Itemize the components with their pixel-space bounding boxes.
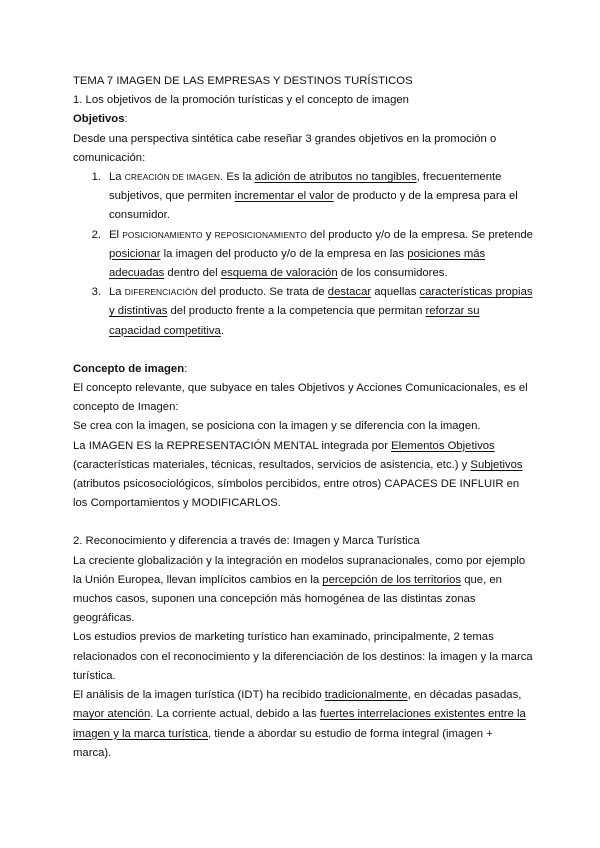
- section-2-paragraph-3: [73, 686, 533, 763]
- document-body: [73, 72, 533, 763]
- concepto-paragraph-3: [73, 437, 533, 514]
- underlined-phrase: esquema de valoración: [220, 267, 338, 280]
- text-run: .: [220, 324, 224, 337]
- text-run: (atributos psicosociológicos, símbolos percibidos, entre otros) CAPACES DE INFLUIR en los Comportamientos y MODIFICARLOS.: [73, 478, 520, 510]
- text-run: del producto y/o de la empresa. Se pretende: [306, 228, 533, 241]
- text-run: La IMAGEN ES la REPRESENTACIÓN MENTAL integrada por: [73, 439, 392, 452]
- objetivos-label: Objetivos: [73, 113, 125, 126]
- underlined-phrase: posicionar: [109, 247, 161, 260]
- underlined-phrase: tradicionalmente: [324, 689, 408, 702]
- underlined-phrase: mayor atención: [73, 708, 151, 721]
- list-item: [73, 168, 533, 226]
- underlined-phrase: Elementos Objetivos: [391, 439, 495, 452]
- objetivos-heading: [73, 110, 533, 129]
- text-run: , frecuentemente subjetivos, que permiten: [109, 171, 502, 203]
- text-run: del producto frente a la competencia que permitan: [167, 305, 426, 318]
- text-run: La creciente globalización y la integración en modelos supranacionales, como por ejemplo la Unión Europea, llevan implícitos cambios en la: [73, 554, 526, 586]
- concepto-paragraph-1: El concepto relevante, que subyace en tales Objetivos y Acciones Comunicacionales, es el concepto de Imagen:: [73, 382, 528, 414]
- small-caps-term: CREACIÓN DE IMAGEN: [124, 172, 221, 183]
- section-2-paragraph-1: [73, 552, 533, 629]
- list-item: [73, 283, 533, 341]
- text-run: (características materiales, técnicas, resultados, servicios de asistencia, etc.) y: [73, 458, 471, 471]
- underlined-phrase: fuertes interrelaciones existentes entre la imagen y la marca turística: [73, 708, 526, 740]
- list-item-number: 2.: [91, 228, 101, 241]
- concepto-paragraph-2: Se crea con la imagen, se posiciona con la imagen y se diferencia con la imagen.: [73, 420, 481, 433]
- list-item-number: 1.: [91, 171, 101, 184]
- section-2-paragraph-2: Los estudios previos de marketing turístico han examinado, principalmente, 2 temas relacionados con el reconocimiento y la diferenciación de los destinos: la imagen y la marca turística.: [73, 631, 533, 682]
- underlined-phrase: adición de atributos no tangibles: [254, 171, 417, 184]
- objetivos-list: [73, 168, 533, 341]
- underlined-phrase: destacar: [327, 286, 372, 299]
- underlined-phrase: características propias y distintivas: [109, 286, 533, 318]
- text-run: y: [202, 228, 215, 241]
- paragraph-spacer: [73, 341, 533, 360]
- concepto-label: Concepto de imagen: [73, 362, 185, 375]
- objetivos-intro: Desde una perspectiva sintética cabe reseñar 3 grandes objetivos en la promoción o comunicación:: [73, 132, 497, 164]
- section-2-heading: 2. Reconocimiento y diferencia a través de: Imagen y Marca Turística: [73, 535, 420, 548]
- concepto-heading: [73, 360, 533, 379]
- text-run: El: [109, 228, 123, 241]
- paragraph-spacer: [73, 513, 533, 532]
- text-run: . Es la: [220, 171, 255, 184]
- text-run: del producto. Se trata de: [197, 286, 328, 299]
- section-1-heading: 1. Los objetivos de la promoción turísticas y el concepto de imagen: [73, 94, 409, 107]
- small-caps-term: REPOSICIONAMIENTO: [214, 229, 307, 240]
- text-run: de los consumidores.: [337, 267, 448, 280]
- text-run: de producto y de la empresa para el consumidor.: [109, 190, 518, 222]
- text-run: dentro del: [164, 267, 221, 280]
- underlined-phrase: Subjetivos: [470, 458, 523, 471]
- list-item-number: 3.: [91, 286, 101, 299]
- concepto-colon: :: [184, 362, 188, 375]
- text-run: , en décadas pasadas,: [407, 689, 522, 702]
- text-run: . La corriente actual, debido a las: [150, 708, 320, 721]
- text-run: La: [109, 171, 125, 184]
- text-run: El análisis de la imagen turística (IDT) ha recibido: [73, 689, 325, 702]
- underlined-phrase: reforzar su capacidad competitiva: [109, 305, 480, 337]
- small-caps-term: POSICIONAMIENTO: [122, 229, 203, 240]
- list-item: [73, 226, 533, 284]
- underlined-phrase: posiciones más adecuadas: [109, 247, 486, 280]
- text-run: que, en muchos casos, suponen una concepción más homogénea de las distintas zonas geográficas.: [73, 573, 502, 625]
- underlined-phrase: percepción de los territorios: [322, 573, 462, 586]
- text-run: aquellas: [371, 286, 420, 299]
- underlined-phrase: incrementar el valor: [234, 190, 334, 203]
- text-run: la imagen del producto y/o de la empresa en las: [160, 247, 408, 260]
- small-caps-term: DIFERENCIACIÓN: [124, 287, 198, 298]
- text-run: La: [109, 286, 125, 299]
- text-run: , tiende a abordar su estudio de forma integral (imagen + marca).: [73, 727, 493, 759]
- objetivos-colon: :: [124, 113, 128, 126]
- document-title: TEMA 7 IMAGEN DE LAS EMPRESAS Y DESTINOS TURÍSTICOS: [73, 75, 413, 87]
